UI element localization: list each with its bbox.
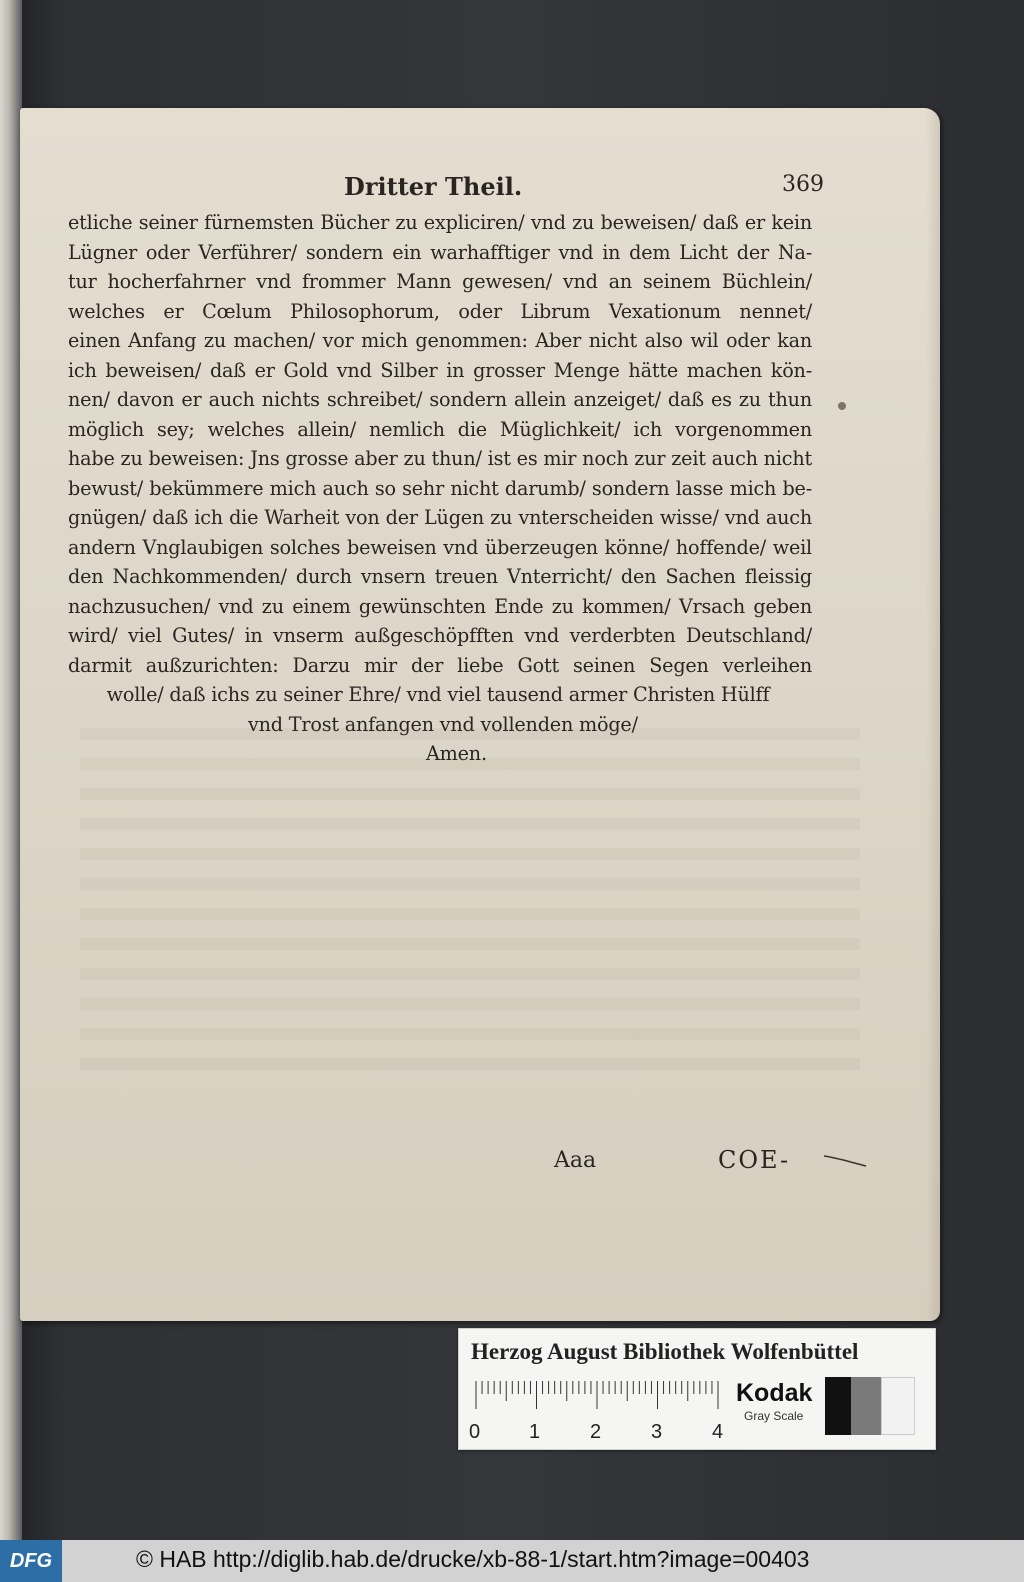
text-line: einen Anfang zu machen/ vor mich genommen: Aber nicht also wil oder kan [68, 329, 812, 352]
pen-stroke-mark [824, 1154, 868, 1168]
show-through-text [80, 728, 860, 1088]
library-name: Herzog August Bibliothek Wolfenbüttel [471, 1339, 859, 1364]
ruler-number: 3 [651, 1421, 663, 1443]
copyright-link[interactable]: © HAB http://diglib.hab.de/drucke/xb-88-1/start.htm?image=00403 [136, 1546, 810, 1572]
text-line: andern Vnglaubigen solches beweisen vnd überzeugen könne/ hoffende/ weil [68, 535, 812, 559]
running-head: Dritter Theil. [344, 172, 523, 201]
viewer-footer [0, 1540, 1024, 1582]
page-footer-line [554, 1148, 874, 1182]
page-header [344, 172, 824, 202]
kodak-logo: Kodak [736, 1379, 813, 1407]
text-line: tur hocherfahrner vnd frommer Mann gewesen/ vnd an seinem Büchlein/ [68, 270, 812, 293]
text-line: darmit außzurichten: Darzu mir der liebe Gott seinen Segen verleihen [68, 653, 812, 677]
gray-swatch-white [881, 1377, 915, 1435]
ruler-numbers [469, 1421, 729, 1443]
text-line: nachzusuchen/ vnd zu einem gewünschten Ende zu kommen/ Vrsach geben [68, 594, 812, 618]
signature-mark: Aaa [554, 1148, 597, 1173]
body-text [68, 208, 812, 769]
ruler-icon [471, 1377, 721, 1417]
dfg-logo: DFG [0, 1540, 62, 1582]
ruler-number: 0 [469, 1421, 481, 1443]
text-line: Lügner oder Verführer/ sondern ein warhafftiger vnd in dem Licht der Na- [68, 240, 812, 264]
gray-swatch-black [825, 1377, 851, 1435]
ruler-number: 2 [590, 1421, 602, 1443]
binding-edge [0, 0, 22, 1540]
text-line: vnd Trost anfangen vnd vollenden möge/ [248, 712, 638, 736]
text-line: den Nachkommenden/ durch vnsern treuen Vnterricht/ den Sachen fleissig [68, 565, 812, 588]
color-scale-card [458, 1328, 936, 1450]
catchword: COE- [718, 1146, 791, 1174]
page-number: 369 [782, 172, 824, 197]
ruler-number: 1 [529, 1421, 541, 1443]
ruler-number: 4 [712, 1421, 724, 1443]
paper-stain [838, 402, 846, 410]
closing-amen: Amen. [426, 742, 487, 765]
text-line: welches er Cœlum Philosophorum, oder Librum Vexationum nennet/ [68, 299, 812, 323]
text-line: habe zu beweisen: Jns grosse aber zu thun/ ist es mir noch zur zeit auch nicht [68, 447, 812, 470]
text-line: etliche seiner fürnemsten Bücher zu expliciren/ vnd zu beweisen/ daß er kein [68, 211, 812, 234]
text-line: wolle/ daß ichs zu seiner Ehre/ vnd viel tausend armer Christen Hülff [106, 683, 770, 706]
text-line: nen/ davon er auch nichts schreibet/ sondern allein anzeiget/ daß es zu thun [68, 388, 812, 411]
text-line: wird/ viel Gutes/ in vnserm außgeschöpfften vnd verderbten Deutschland/ [68, 624, 812, 647]
book-page [20, 108, 940, 1321]
text-line: bewust/ bekümmere mich auch so sehr nicht darumb/ sondern lasse mich be- [68, 476, 812, 500]
gray-scale-label: Gray Scale [744, 1409, 804, 1423]
gray-swatch-mid [851, 1377, 881, 1435]
text-line: möglich sey; welches allein/ nemlich die Müglichkeit/ ich vorgenommen [68, 417, 812, 441]
text-line: ich beweisen/ daß er Gold vnd Silber in grosser Menge hätte machen kön- [68, 358, 812, 382]
text-line: gnügen/ daß ich die Warheit von der Lügen zu vnterscheiden wisse/ vnd auch [68, 506, 812, 529]
